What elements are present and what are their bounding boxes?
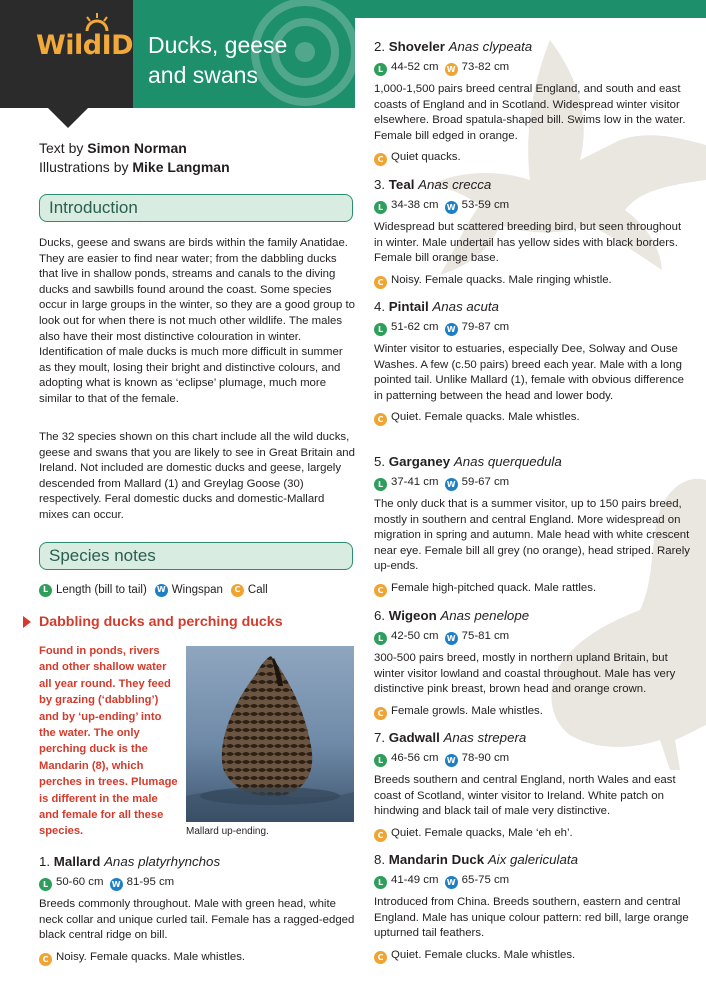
wingspan-badge-icon: W <box>445 323 458 336</box>
title-line-1: Ducks, geese <box>148 32 288 58</box>
call-badge-icon: C <box>374 951 387 964</box>
logo-notch <box>46 106 90 128</box>
species-entry-wigeon: 6. Wigeon Anas penelope L 42-50 cm W 75-81 cm 300-500 pairs breed, mostly in northern upland Britain, but winter visitor lowland and coastal throughout. Male has very distinctive pink breast, brown head and orange crown. C Female growls. Male whistles. <box>374 608 676 718</box>
species-latin: Anas clypeata <box>448 39 533 54</box>
species-latin: Anas crecca <box>418 177 492 192</box>
introduction-heading-bar <box>39 194 353 222</box>
species-name: Pintail <box>388 299 429 314</box>
length-badge-icon: L <box>374 201 387 214</box>
call-badge-icon: C <box>374 584 387 597</box>
call-badge-icon: C <box>374 707 387 720</box>
author-name: Simon Norman <box>87 140 187 156</box>
dabbling-ducks-intro: Found in ponds, rivers and other shallow water all year round. They feed by grazing (‘dabbling’) and by ‘up-ending’ into the water. The only perching duck is the Mandarin (8), which perches in trees. Plumage is different in the male and female for all these species. <box>39 645 178 838</box>
species-entry-mandarin-duck: 8. Mandarin Duck Aix galericulata L 41-49 cm W 65-75 cm Introduced from China. Breeds southern, eastern and central England. Male has unique colour pattern: red bill, large orange upturned tail feathers. C Quiet. Female clucks. Male whistles. <box>374 852 689 962</box>
wingspan-badge-icon: W <box>445 63 458 76</box>
species-name: Teal <box>388 177 415 192</box>
species-name: Mallard <box>53 854 101 869</box>
species-entry-gadwall: 7. Gadwall Anas strepera L 46-56 cm W 78-90 cm Breeds southern and central England, north Wales and east coast of Scotland, winter visitor to Ireland. White patch on hindwing and black tail of male very distinctive. C Quiet. Female quacks, Male ‘eh eh’. <box>374 730 676 840</box>
species-name: Mandarin Duck <box>388 852 485 867</box>
species-latin: Anas acuta <box>432 299 499 314</box>
species-notes-heading: Species notes <box>49 546 156 565</box>
photo-caption: Mallard up-ending. <box>186 826 269 837</box>
introduction-paragraph-2: The 32 species shown on this chart include all the wild ducks, geese and swans that you are likely to see in Great Britain and Ireland. Not included are domestic ducks and geese, largely descended from Mallard (1) and Greylag Goose (30) respectively. Feral domestic ducks and domestic-Mallard mixes can occur. <box>39 431 355 521</box>
wingspan-badge-icon: W <box>445 478 458 491</box>
length-badge-icon: L <box>374 754 387 767</box>
species-latin: Anas strepera <box>443 730 527 745</box>
page-title <box>148 30 287 90</box>
illustrator-name: Mike Langman <box>132 159 230 175</box>
length-badge-icon: L <box>39 584 52 597</box>
top-band <box>355 0 706 18</box>
call-badge-icon: C <box>374 413 387 426</box>
species-latin: Anas querquedula <box>453 454 562 469</box>
mallard-up-ending-image <box>186 646 354 822</box>
wingspan-badge-icon: W <box>445 876 458 889</box>
length-badge-icon: L <box>374 632 387 645</box>
species-notes-heading-bar <box>39 542 353 570</box>
title-panel <box>133 0 355 108</box>
introduction-paragraph-1: Ducks, geese and swans are birds within the family Anatidae. They are easier to find near water; from the dabbling ducks that live in shallow ponds, streams and canals to the diving ducks and sawbills found around the coast. Some species occur in large groups in the winter, so they are a good group to look out for when there is not much other wildlife. The males also have their most distinctive colouration in winter. Identification of male ducks is much more difficult in summer as they moult, losing their bright and distinctive colours, and adopting what is known as ‘eclipse’ plumage, much more similar to that of the female. <box>39 237 355 405</box>
call-badge-icon: C <box>231 584 244 597</box>
length-badge-icon: L <box>374 876 387 889</box>
dabbling-ducks-heading: Dabbling ducks and perching ducks <box>23 614 283 630</box>
wildid-logo: WildID <box>36 30 134 61</box>
call-badge-icon: C <box>374 829 387 842</box>
mallard-photo <box>186 646 354 822</box>
species-entry-teal: 3. Teal Anas crecca L 34-38 cm W 53-59 cm Widespread but scattered breeding bird, but seen throughout in winter. Male undertail has yellow sides with black borders. Female bill orange base. C Noisy. Female quacks. Male ringing whistle. <box>374 177 682 287</box>
wingspan-badge-icon: W <box>445 201 458 214</box>
introduction-heading: Introduction <box>49 198 138 217</box>
credits: Text by Simon Norman Illustrations by Mike Langman <box>39 140 230 175</box>
wingspan-badge-icon: W <box>110 878 123 891</box>
species-latin: Anas penelope <box>440 608 530 623</box>
legend-wingspan: W Wingspan <box>155 582 223 598</box>
arrow-right-icon <box>23 616 31 628</box>
call-badge-icon: C <box>39 953 52 966</box>
wingspan-badge-icon: W <box>155 584 168 597</box>
logo-panel <box>0 0 133 108</box>
legend-call: C Call <box>231 582 268 598</box>
call-badge-icon: C <box>374 153 387 166</box>
title-line-2: and swans <box>148 62 258 88</box>
species-name: Garganey <box>388 454 451 469</box>
length-badge-icon: L <box>374 478 387 491</box>
species-name: Wigeon <box>388 608 437 623</box>
species-entry-shoveler: 2. Shoveler Anas clypeata L 44-52 cm W 73-82 cm 1,000-1,500 pairs breed central England, and south and east coasts of England and in Scotland. Widespread winter visitor elsewhere. Broad spatula-shaped bill. Swims low in the water. Female bill edged in orange. C Quiet quacks. <box>374 39 686 165</box>
species-name: Gadwall <box>388 730 440 745</box>
species-entry-mallard: 1. Mallard Anas platyrhynchos L 50-60 cm W 81-95 cm Breeds commonly throughout. Male with green head, white neck collar and unique curled tail. Female has a ragged-edged black central ridge on bill. C Noisy. Female quacks. Male whistles. <box>39 854 355 964</box>
call-badge-icon: C <box>374 276 387 289</box>
legend <box>39 582 276 598</box>
wingspan-badge-icon: W <box>445 754 458 767</box>
length-badge-icon: L <box>374 323 387 336</box>
legend-length: L Length (bill to tail) <box>39 582 147 598</box>
species-name: Shoveler <box>388 39 445 54</box>
species-latin: Anas platyrhynchos <box>104 854 221 869</box>
species-latin: Aix galericulata <box>487 852 578 867</box>
length-badge-icon: L <box>374 63 387 76</box>
species-entry-garganey: 5. Garganey Anas querquedula L 37-41 cm W 59-67 cm The only duck that is a summer visitor, up to 150 pairs breed, mostly in southern and central England. More widespread on migration in spring and autumn. Male head with white crescent near eye. Female bill all grey (no orange), head striped. Rarely up-ends. C Female high-pitched quack. Male rattles. <box>374 454 690 595</box>
wingspan-badge-icon: W <box>445 632 458 645</box>
length-badge-icon: L <box>39 878 52 891</box>
species-entry-pintail: 4. Pintail Anas acuta L 51-62 cm W 79-87 cm Winter visitor to estuaries, especially Dee, Solway and Ouse Washes. A few (c.50 pairs) breed each year. Male with a long pointed tail. Unlike Mallard (1), female with obvious difference in patterning between the head and lower body. C Quiet. Female quacks. Male whistles. <box>374 299 685 425</box>
